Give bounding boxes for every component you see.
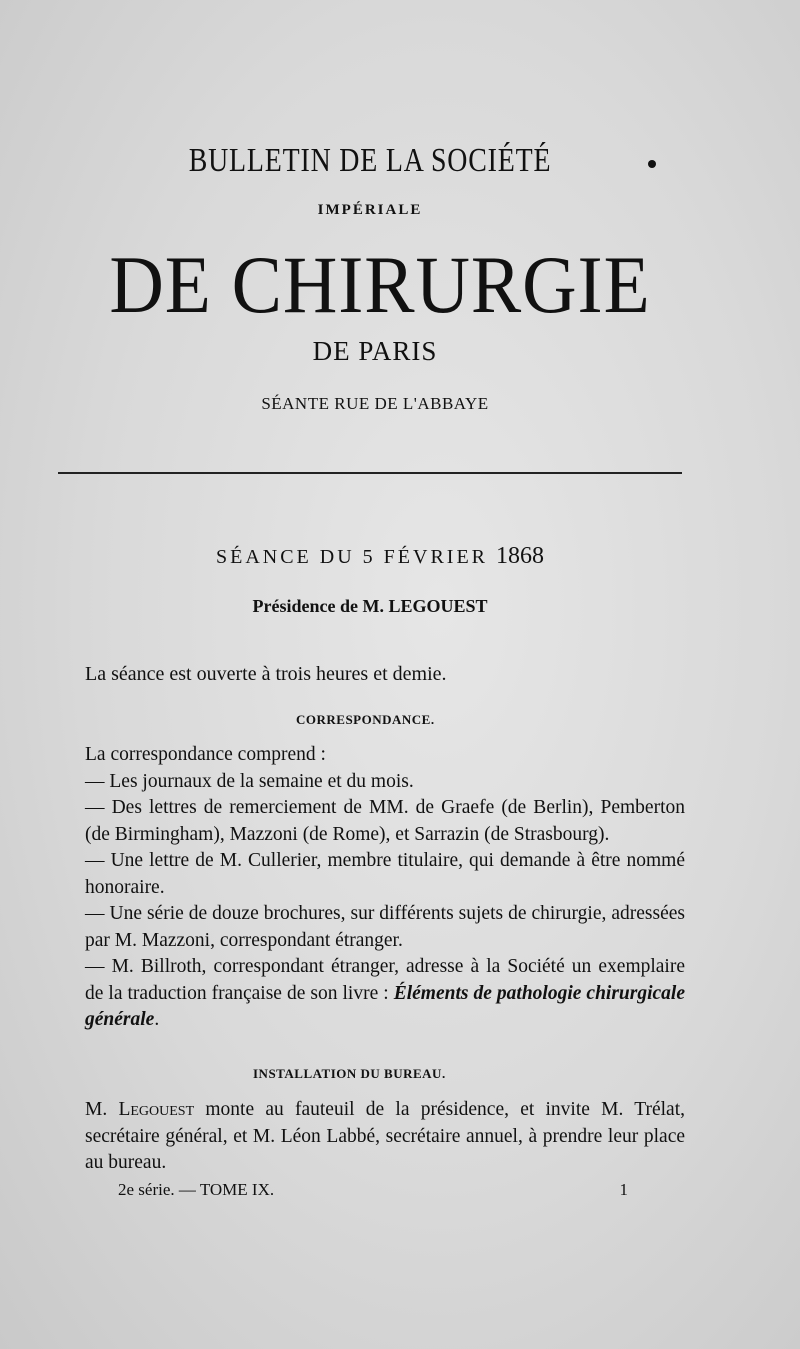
correspondence-item <box>85 954 685 1034</box>
billroth-text: — M. Billroth, correspondant étranger, adresse à la Société un exemplaire de la traduction française de son livre : <box>85 956 685 1004</box>
billroth-end: . <box>154 1009 160 1030</box>
imperial-subtitle: IMPÉRIALE <box>317 202 423 218</box>
book-title: Éléments de pathologie chirurgicale générale <box>85 982 686 1030</box>
installation-paragraph <box>85 1097 685 1177</box>
page-number: 1 <box>619 1180 628 1199</box>
correspondence-heading: CORRESPONDANCE. <box>296 712 435 727</box>
legouest-name: M. Legouest <box>85 1099 195 1120</box>
bulletin-title: BULLETIN DE LA SOCIÉTÉ <box>188 142 552 179</box>
opening-line: La séance est ouverte à trois heures et demie. <box>85 663 447 685</box>
series-tome: 2e série. — TOME IX. <box>118 1180 275 1199</box>
presidency-line: Présidence de M. LEGOUEST <box>252 596 488 616</box>
installation-body <box>85 1097 685 1177</box>
correspondence-intro: La correspondance comprend : <box>85 744 326 765</box>
session-title: SÉANCE DU 5 FÉVRIER <box>215 546 488 568</box>
installation-heading: INSTALLATION DU BUREAU. <box>253 1066 446 1081</box>
session-date <box>0 543 780 570</box>
correspondence-body <box>85 742 685 1034</box>
address-line: SÉANTE RUE DE L'ABBAYE <box>261 394 489 413</box>
installation-text: monte au fauteuil de la présidence, et invite M. Trélat, secrétaire général, et M. Léon Labbé, secrétaire annuel, à prendre leur place au bureau. <box>85 1099 685 1173</box>
correspondence-item: — Une série de douze brochures, sur différents sujets de chirurgie, adressées par M. Mazzoni, correspondant étranger. <box>85 903 685 951</box>
correspondence-item: — Des lettres de remerciement de MM. de Graefe (de Berlin), Pemberton (de Birmingham), Mazzoni (de Rome), et Sarrazin (de Strasbourg). <box>85 797 685 845</box>
paris-subtitle: DE PARIS <box>312 336 438 366</box>
header-rule <box>58 472 682 474</box>
correspondence-item: — Une lettre de M. Cullerier, membre titulaire, qui demande à être nommé honoraire. <box>85 850 685 898</box>
session-year: 1868 <box>496 543 544 569</box>
correspondence-item: — Les journaux de la semaine et du mois. <box>85 770 414 792</box>
chirurgie-title: DE CHIRURGIE <box>109 239 651 330</box>
